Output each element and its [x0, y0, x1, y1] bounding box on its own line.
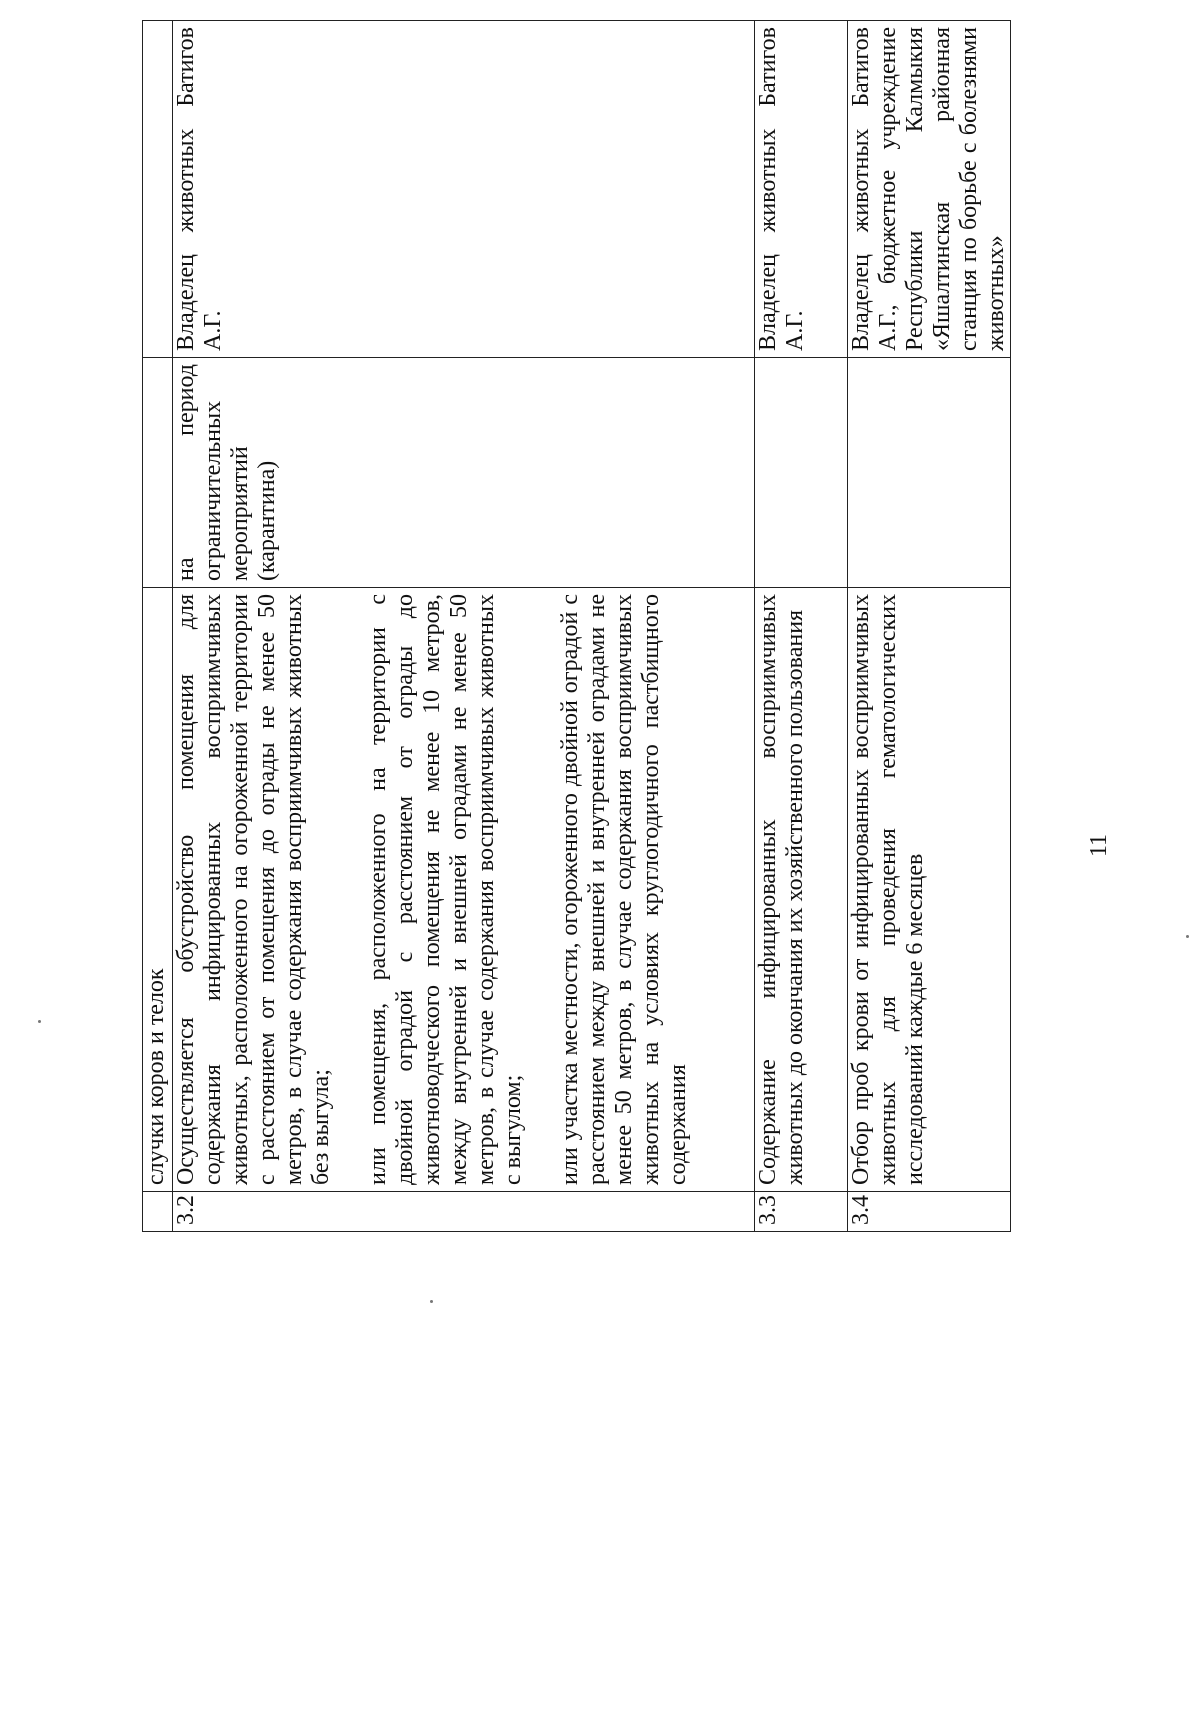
row-number: 3.4: [848, 1192, 1011, 1232]
table-row: [173, 21, 755, 1232]
measure-paragraph: или участка местности, огороженного двойной оградой с расстоянием между внешней и внутренней оградами не менее 50 метров, в случае содержания восприимчивых животных на условиях круглогодичного пастбищного содержания: [557, 594, 691, 1185]
responsible-text: Владелец животных Батигов А.Г.: [173, 27, 226, 351]
header-row-text: случки коров и телок: [143, 968, 169, 1185]
period-cell: [755, 358, 848, 588]
scan-speck: [1186, 935, 1189, 938]
measure-paragraph: Содержание инфицированных восприимчивых животных до окончания их хозяйственного пользования: [755, 594, 808, 1185]
measure-cell: [755, 588, 848, 1192]
row-number: 3.3: [755, 1192, 848, 1232]
responsible-cell: [848, 21, 1011, 358]
period-cell: [848, 358, 1011, 588]
period-text: на период ограничительных мероприятий (карантина): [173, 364, 280, 581]
period-cell: [173, 358, 755, 588]
table-row: [848, 21, 1011, 1232]
scan-speck: [430, 1300, 433, 1303]
page-number: 11: [1086, 833, 1113, 858]
responsible-text: Владелец животных Батигов А.Г., бюджетное учреждение Республики Калмыкия «Яшалтинская районная станция по борьбе с болезнями животных»: [848, 27, 1009, 351]
scan-speck: [38, 1020, 41, 1023]
responsible-cell: [173, 21, 755, 358]
responsible-cell: [755, 21, 848, 358]
rotated-table-page: [142, 21, 1092, 1232]
measure-paragraph: Осуществляется обустройство помещения для содержания инфицированных восприимчивых животных, расположенного на огороженной территории с расстоянием от помещения до ограды не менее 50 метров, в случае содержания восприимчивых животных без выгула;: [173, 594, 334, 1185]
measure-paragraph: Отбор проб крови от инфицированных восприимчивых животных для проведения гематологических исследований каждые 6 месяцев: [848, 594, 928, 1185]
table-row: [143, 21, 173, 1232]
measure-paragraph: или помещения, расположенного на территории с двойной оградой с расстоянием от ограды до животноводческого помещения не менее 10 метров, между внутренней и внешней оградами не менее 50 метров, в случае содержания восприимчивых животных с выгулом;: [365, 594, 526, 1185]
responsible-text: Владелец животных Батигов А.Г.: [755, 27, 808, 351]
measure-cell: [848, 588, 1011, 1192]
row-number: 3.2: [173, 1192, 755, 1232]
measures-table: [142, 20, 1011, 1232]
table-row: [755, 21, 848, 1232]
measure-cell: [173, 588, 755, 1192]
